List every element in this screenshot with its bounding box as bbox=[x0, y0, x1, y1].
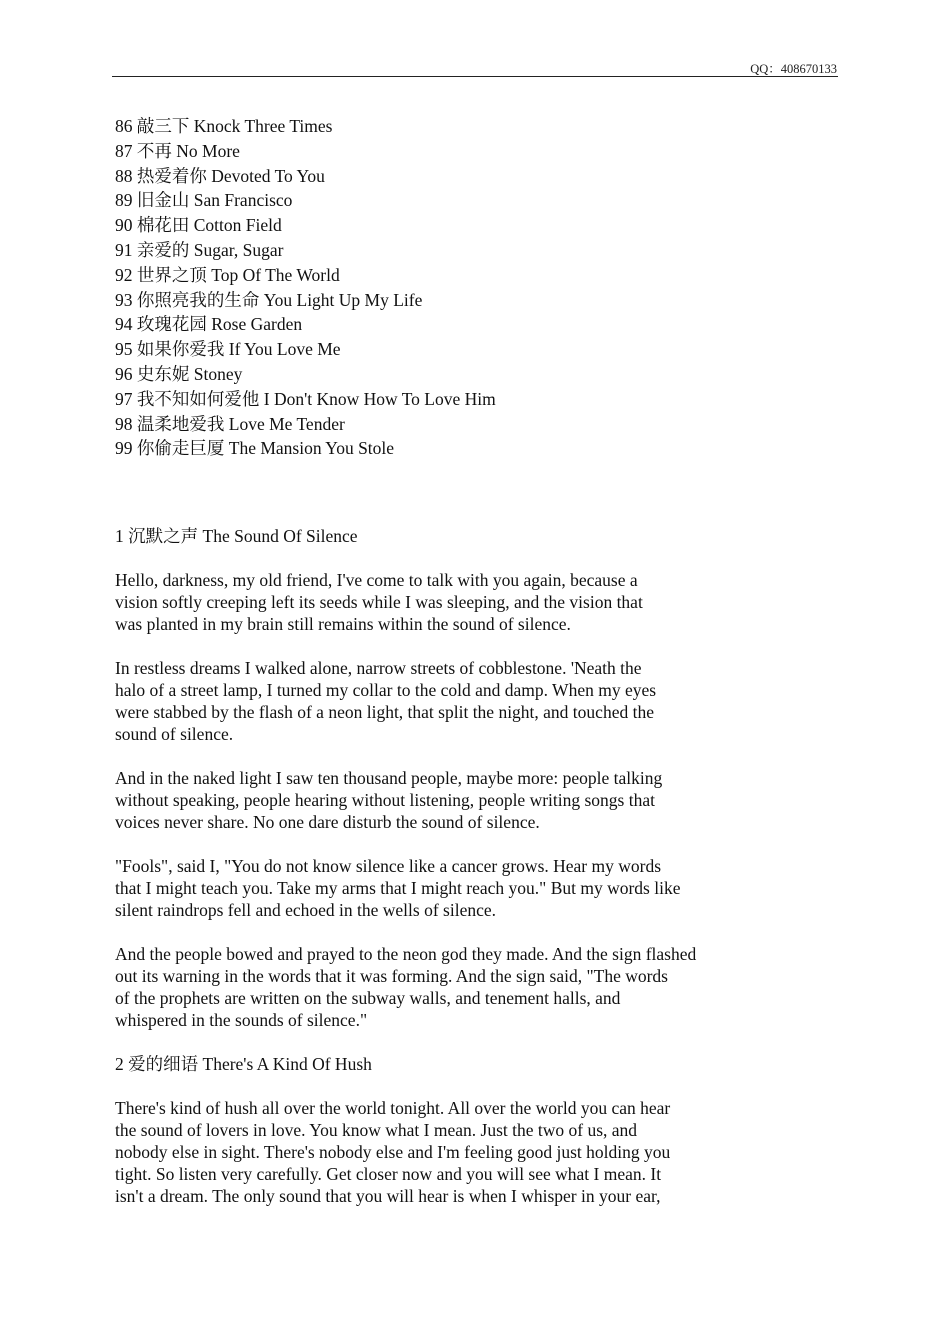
song-index-item: 99 你偷走巨厦 The Mansion You Stole bbox=[115, 438, 395, 459]
lyrics-paragraph bbox=[115, 569, 815, 635]
lyrics-line: of the prophets are written on the subway walls, and tenement halls, and bbox=[115, 988, 621, 1009]
song-index-item: 90 棉花田 Cotton Field bbox=[115, 215, 282, 236]
song-title: 1 沉默之声 The Sound Of Silence bbox=[115, 526, 358, 547]
lyrics-line: And in the naked light I saw ten thousand people, maybe more: people talking bbox=[115, 768, 663, 789]
song-index-item: 94 玫瑰花园 Rose Garden bbox=[115, 314, 303, 335]
lyrics-paragraph bbox=[115, 767, 815, 833]
lyrics-paragraph bbox=[115, 855, 815, 921]
lyrics-line: that I might teach you. Take my arms that I might reach you." But my words like bbox=[115, 878, 681, 899]
song-index-item: 97 我不知如何爱他 I Don't Know How To Love Him bbox=[115, 388, 496, 409]
header-qq-number: QQ：408670133 bbox=[750, 62, 837, 76]
lyrics-line: the sound of lovers in love. You know what I mean. Just the two of us, and bbox=[115, 1120, 638, 1141]
lyrics-line: In restless dreams I walked alone, narrow streets of cobblestone. 'Neath the bbox=[115, 658, 642, 679]
song-index-item: 95 如果你爱我 If You Love Me bbox=[115, 339, 341, 360]
header-rule bbox=[112, 76, 838, 77]
lyrics-line: halo of a street lamp, I turned my collar to the cold and damp. When my eyes bbox=[115, 680, 657, 701]
song-index-list bbox=[115, 114, 815, 461]
song-index-item: 88 热爱着你 Devoted To You bbox=[115, 165, 325, 186]
lyrics-line: sound of silence. bbox=[115, 724, 234, 745]
song-index-item: 91 亲爱的 Sugar, Sugar bbox=[115, 239, 284, 260]
lyrics-line: There's kind of hush all over the world tonight. All over the world you can hear bbox=[115, 1098, 671, 1119]
song-index-item: 86 敲三下 Knock Three Times bbox=[115, 116, 333, 136]
lyrics-line: And the people bowed and prayed to the neon god they made. And the sign flashed bbox=[115, 944, 697, 965]
lyrics-line: tight. So listen very carefully. Get closer now and you will see what I mean. It bbox=[115, 1164, 662, 1185]
lyrics-line: whispered in the sounds of silence." bbox=[115, 1010, 368, 1031]
lyrics-paragraph bbox=[115, 657, 815, 745]
lyrics-line: were stabbed by the flash of a neon light, that split the night, and touched the bbox=[115, 702, 654, 723]
song-index-item: 92 世界之顶 Top Of The World bbox=[115, 264, 340, 285]
lyrics-line: without speaking, people hearing without listening, people writing songs that bbox=[115, 790, 655, 811]
lyrics-paragraph bbox=[115, 1097, 815, 1207]
song-index-item: 93 你照亮我的生命 You Light Up My Life bbox=[115, 289, 423, 310]
lyrics-line: vision softly creeping left its seeds while I was sleeping, and the vision that bbox=[115, 592, 643, 613]
lyrics-line: "Fools", said I, "You do not know silence like a cancer grows. Hear my words bbox=[115, 856, 662, 877]
lyrics-line: isn't a dream. The only sound that you will hear is when I whisper in your ear, bbox=[115, 1186, 661, 1207]
lyrics-line: out its warning in the words that it was forming. And the sign said, "The words bbox=[115, 966, 668, 987]
song-title: 2 爱的细语 There's A Kind Of Hush bbox=[115, 1054, 372, 1075]
song-index-item: 87 不再 No More bbox=[115, 140, 240, 161]
lyrics-line: silent raindrops fell and echoed in the wells of silence. bbox=[115, 900, 496, 921]
document-body bbox=[115, 114, 815, 1207]
lyrics-paragraph bbox=[115, 943, 815, 1031]
lyrics-line: Hello, darkness, my old friend, I've come to talk with you again, because a bbox=[115, 570, 638, 591]
lyrics-line: voices never share. No one dare disturb the sound of silence. bbox=[115, 812, 540, 833]
song-index-item: 98 温柔地爱我 Love Me Tender bbox=[115, 413, 345, 434]
lyrics-line: was planted in my brain still remains within the sound of silence. bbox=[115, 614, 571, 635]
lyrics-line: nobody else in sight. There's nobody else and I'm feeling good just holding you bbox=[115, 1142, 671, 1163]
song-index-item: 96 史东妮 Stoney bbox=[115, 363, 243, 384]
song-index-item: 89 旧金山 San Francisco bbox=[115, 190, 293, 211]
